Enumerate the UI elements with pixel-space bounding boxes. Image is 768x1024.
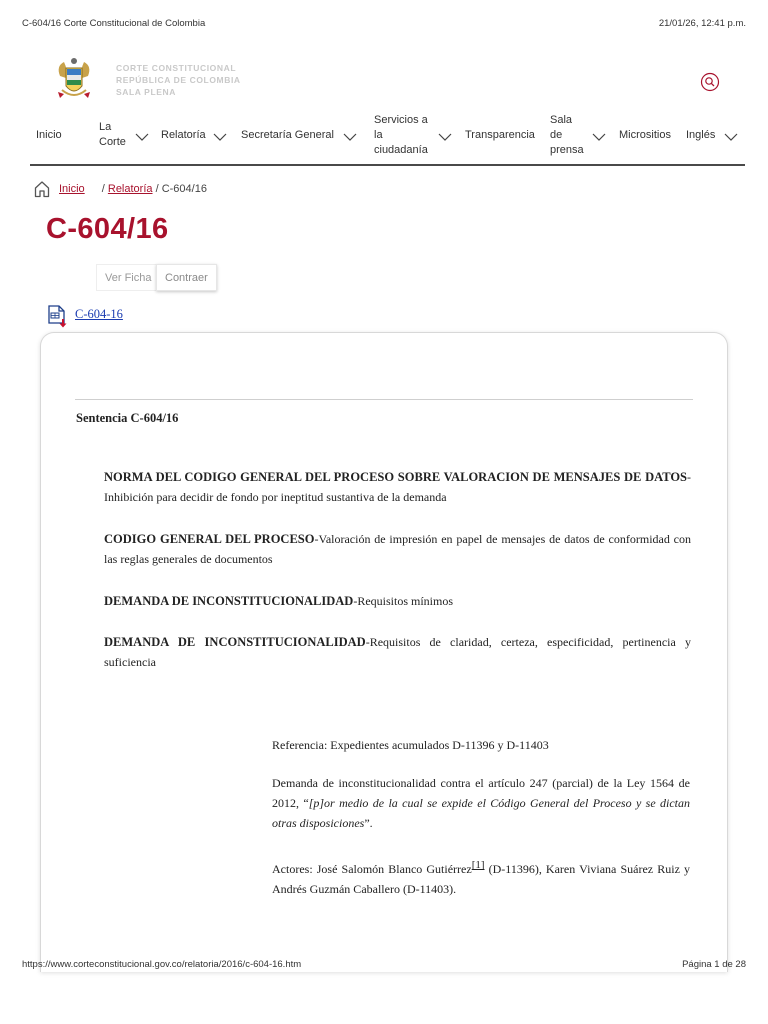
brand-line-2: REPÚBLICA DE COLOMBIA: [116, 75, 241, 85]
print-page-number: Página 1 de 28: [682, 959, 746, 970]
document-link[interactable]: C-604-16: [75, 307, 123, 321]
sentencia-heading: Sentencia C-604/16: [76, 411, 179, 425]
demanda-paragraph: [272, 773, 690, 833]
nav-servicios-line-2: la: [374, 129, 383, 141]
chevron-down-icon[interactable]: [343, 132, 357, 142]
nav-secretaria-general[interactable]: Secretaría General: [241, 129, 334, 141]
coat-of-arms-icon[interactable]: [52, 56, 96, 104]
nav-inicio[interactable]: Inicio: [36, 129, 62, 141]
nav-micrositios[interactable]: Micrositios: [619, 129, 671, 141]
contraer-button[interactable]: Contraer: [156, 264, 217, 291]
nav-ingles[interactable]: Inglés: [686, 129, 716, 141]
nav-relatoria[interactable]: Relatoría: [161, 129, 206, 141]
descriptor-3-title: DEMANDA DE INCONSTITUCIONALIDAD: [104, 594, 354, 608]
nav-transparencia[interactable]: Transparencia: [465, 129, 535, 141]
breadcrumb-relatoria-link[interactable]: Relatoría: [107, 183, 153, 195]
breadcrumb-current: C-604/16: [161, 183, 207, 195]
chevron-down-icon[interactable]: [592, 132, 606, 142]
nav-la-corte-line-1: La: [99, 121, 112, 133]
chevron-down-icon[interactable]: [438, 132, 452, 142]
actores-paragraph: [272, 855, 690, 899]
actores-text-pre: Actores: José Salomón Blanco Gutiérrez: [272, 862, 472, 876]
descriptor-2-title: CODIGO GENERAL DEL PROCESO: [104, 532, 315, 546]
print-title: C-604/16 Corte Constitucional de Colombia: [22, 18, 206, 29]
breadcrumb-separator: /: [101, 183, 108, 195]
breadcrumb-inicio-link[interactable]: Inicio: [59, 183, 85, 195]
demanda-text-post: ”.: [364, 816, 373, 830]
print-footer: [22, 959, 746, 973]
ficha-toggle-group: [96, 264, 217, 291]
home-icon[interactable]: [34, 180, 50, 198]
brand-line-1: CORTE CONSTITUCIONAL: [116, 63, 237, 73]
nav-sala-line-3: prensa: [550, 144, 584, 156]
demanda-law-title: [p]or medio de la cual se expide el Código General del Proceso y se dictan otras disposiciones: [272, 796, 691, 830]
descriptor-paragraph-3: [104, 591, 691, 611]
site-header: [30, 52, 738, 114]
breadcrumb-trail: [59, 183, 207, 195]
descriptor-paragraph-4: [104, 632, 691, 672]
page-title: C-604/16: [46, 213, 169, 245]
descriptor-4-text: -Requisitos de claridad, certeza, especificidad, pertinencia y suficiencia: [104, 635, 691, 669]
breadcrumb-separator: /: [155, 183, 162, 195]
descriptor-1-text: -Inhibición para decidir de fondo por ineptitud sustantiva de la demanda: [104, 470, 691, 504]
ver-ficha-button[interactable]: Ver Ficha: [96, 264, 156, 291]
search-icon[interactable]: [700, 72, 720, 92]
nav-sala-line-2: de: [550, 129, 563, 141]
document-card: [40, 332, 728, 972]
main-nav: [30, 112, 745, 166]
nav-la-corte[interactable]: [99, 120, 126, 150]
download-document-icon[interactable]: [46, 304, 68, 328]
referencia-paragraph: Referencia: Expedientes acumulados D-11396 y D-11403: [272, 738, 549, 752]
footnote-1-link[interactable]: [1]: [471, 859, 485, 871]
chevron-down-icon[interactable]: [213, 132, 227, 142]
brand-line-3: SALA PLENA: [116, 87, 176, 97]
actores-text-post: (D-11396), Karen Viviana Suárez Ruiz y Andrés Guzmán Caballero (D-11403).: [272, 862, 691, 896]
chevron-down-icon[interactable]: [135, 132, 149, 142]
descriptor-paragraph-2: [104, 529, 691, 569]
demanda-text-pre: Demanda de inconstitucionalidad contra el artículo 247 (parcial) de la Ley 1564 de 2012, “: [272, 776, 690, 810]
nav-servicios-ciudadania[interactable]: [374, 113, 428, 158]
print-url: https://www.corteconstitucional.gov.co/relatoria/2016/c-604-16.htm: [22, 959, 302, 970]
document-divider: [75, 399, 693, 400]
descriptor-paragraph-1: [104, 467, 691, 507]
descriptor-4-title: DEMANDA DE INCONSTITUCIONALIDAD: [104, 635, 366, 649]
print-header: [22, 18, 746, 34]
chevron-down-icon[interactable]: [724, 132, 738, 142]
nav-sala-de-prensa[interactable]: [550, 113, 584, 158]
nav-sala-line-1: Sala: [550, 114, 573, 126]
nav-servicios-line-1: Servicios a: [374, 114, 428, 126]
descriptor-2-text: -Valoración de impresión en papel de mensajes de datos de conformidad con las reglas generales de documentos: [104, 532, 691, 566]
nav-servicios-line-3: ciudadanía: [374, 144, 428, 156]
brand-text: [116, 62, 241, 98]
print-datetime: 21/01/26, 12:41 p.m.: [658, 18, 746, 29]
descriptor-1-title: NORMA DEL CODIGO GENERAL DEL PROCESO SOBRE VALORACION DE MENSAJES DE DATOS: [104, 470, 687, 484]
nav-la-corte-line-2: Corte: [99, 136, 126, 148]
descriptor-3-text: -Requisitos mínimos: [353, 594, 454, 608]
